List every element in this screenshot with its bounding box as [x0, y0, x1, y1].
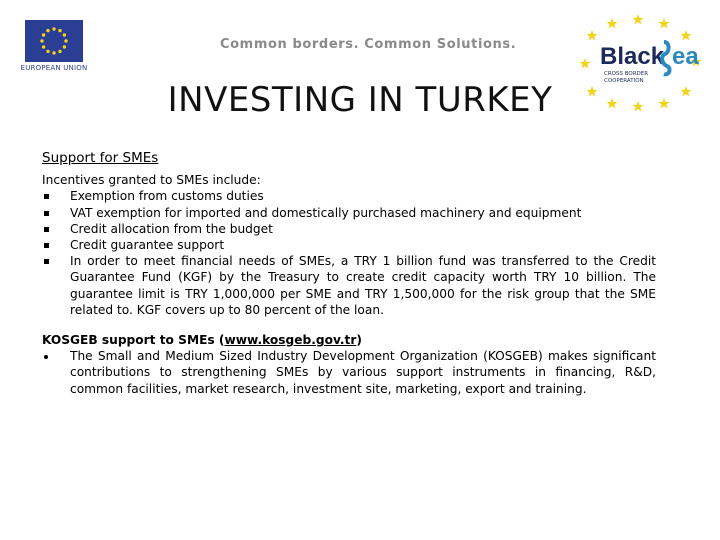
section-title: Support for SMEs [42, 150, 159, 166]
kosgeb-link[interactable]: www.kosgeb.gov.tr [224, 333, 357, 348]
list-item: Credit guarantee support [42, 237, 656, 253]
ea-word: ea [672, 43, 699, 70]
incentives-list [42, 188, 656, 318]
eu-flag-logo [25, 20, 83, 62]
logo-subtitle-2: COOPERATION [604, 78, 644, 84]
tagline: Common borders. Common Solutions. [220, 37, 517, 52]
intro-text: Incentives granted to SMEs include: [42, 173, 261, 188]
eu-label: EUROPEAN UNION [20, 64, 88, 72]
kosgeb-title-prefix: KOSGEB support to SMEs ( [42, 333, 225, 348]
list-item: Exemption from customs duties [42, 188, 656, 204]
logo-subtitle-1: CROSS BORDER [604, 71, 649, 77]
kosgeb-list [42, 348, 656, 397]
slide-content [42, 150, 656, 397]
kosgeb-heading [42, 332, 656, 348]
list-item: In order to meet financial needs of SMEs, a TRY 1 billion fund was transferred to the Credit Guarantee Fund (KGF) by the Treasury to create credit capacity worth TRY 10 billion. The guarantee limit is TRY 1,000,000 per SME and TRY 1,500,000 for the risk group that the SME related to. KGF covers up to 80 percent of the loan. [42, 253, 656, 318]
kosgeb-title-suffix: ) [356, 333, 362, 348]
list-item: Credit allocation from the budget [42, 221, 656, 237]
eu-stars-icon [25, 20, 83, 62]
slide-title: INVESTING IN TURKEY [167, 80, 553, 120]
black-word: Black [600, 43, 665, 70]
list-item: The Small and Medium Sized Industry Development Organization (KOSGEB) makes significant contributions to strengthening SMEs by various support instruments in financing, R&D, common facilities, market research, investment site, marketing, export and training. [42, 348, 656, 397]
list-item: VAT exemption for imported and domestically purchased machinery and equipment [42, 205, 656, 221]
